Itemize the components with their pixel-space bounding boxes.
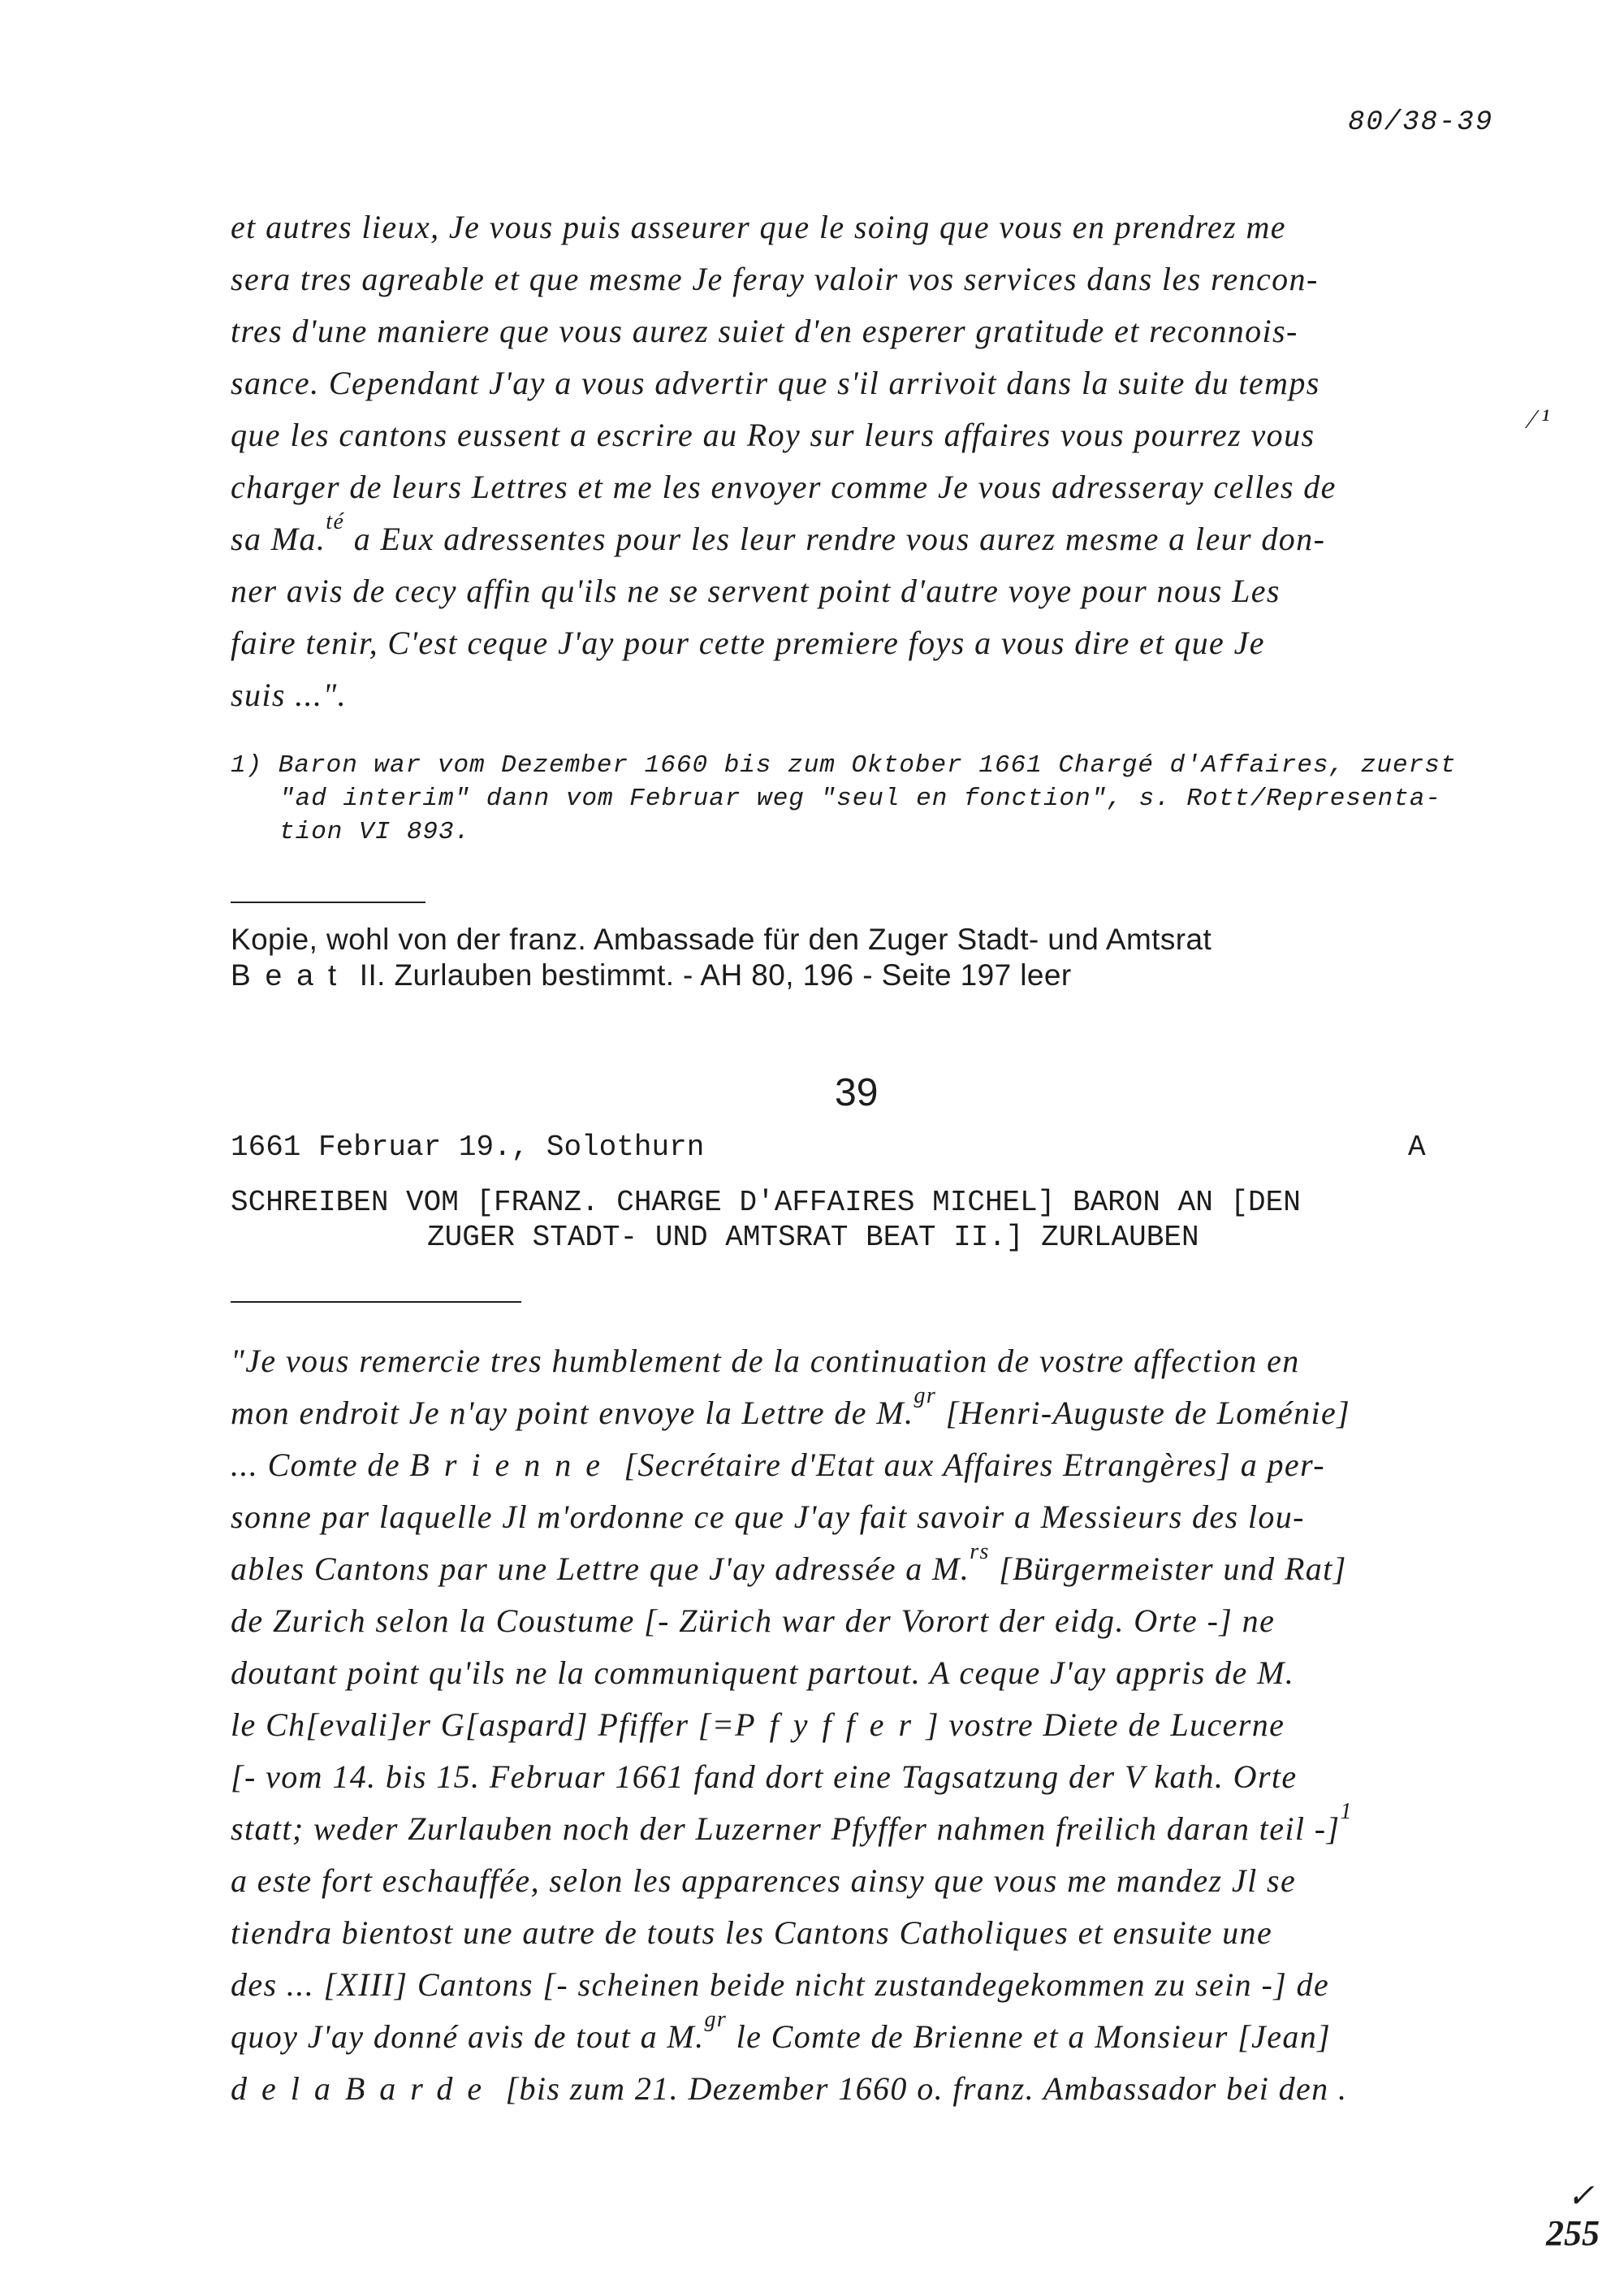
check-mark-icon: ✓	[1567, 2177, 1595, 2214]
source-line	[231, 958, 1072, 992]
spaced-name: Pfyffer	[735, 1706, 926, 1743]
text-line	[231, 1383, 1351, 1432]
footnote-marker: 1	[1340, 1799, 1353, 1824]
text-segment: le Comte de Brienne et a Monsieur [Jean]	[727, 2018, 1332, 2055]
text-line	[231, 509, 1326, 558]
text-segment: [bis zum 21. Dezember 1660 o. franz. Ambassador bei den .	[496, 2070, 1348, 2107]
text-line: charger de leurs Lettres et me les envoyer comme Je vous adresseray celles de	[231, 469, 1337, 505]
text-line: que les cantons eussent a escrire au Roy sur leurs affaires vous pourrez vous	[231, 417, 1315, 453]
document-date-place: 1661 Februar 19., Solothurn	[231, 1131, 705, 1164]
margin-mark: ⁄ ¹	[1530, 404, 1550, 435]
text-segment: [Secrétaire d'Etat aux Affaires Etrangères] a per-	[615, 1447, 1325, 1483]
footnote-line: tion VI 893.	[279, 818, 471, 846]
text-line: tiendra bientost une autre de touts les Cantons Catholiques et ensuite une	[231, 1914, 1273, 1951]
document-type-letter: A	[1408, 1131, 1426, 1164]
superscript: gr	[914, 1383, 937, 1408]
text-segment: [Bürgermeister und Rat]	[989, 1550, 1347, 1587]
text-line: sonne par laquelle Jl m'ordonne ce que J'ay fait savoir a Messieurs des lou-	[231, 1498, 1305, 1535]
footnote-line: "ad interim" dann vom Februar weg "seul en fonction", s. Rott/Representa-	[279, 785, 1442, 813]
text-segment: [Henri-Auguste de Loménie]	[936, 1395, 1351, 1431]
superscript: rs	[970, 1539, 990, 1564]
divider	[231, 902, 425, 903]
text-line: sera tres agreable et que mesme Je feray valoir vos services dans les rencon-	[231, 261, 1319, 297]
text-line: des ... [XIII] Cantons [- scheinen beide nicht zustandegekommen zu sein -] de	[231, 1966, 1330, 2003]
text-segment: ] vostre Diete de Lucerne	[926, 1706, 1285, 1743]
text-line: ner avis de cecy affin qu'ils ne se servent point d'autre voye pour nous Les	[231, 573, 1281, 609]
text-line: sance. Cependant J'ay a vous advertir que s'il arrivoit dans la suite du temps	[231, 365, 1320, 401]
text-line	[231, 1446, 1325, 1484]
text-line	[231, 1799, 1353, 1848]
source-line: Kopie, wohl von der franz. Ambassade für den Zuger Stadt- und Amtsrat	[231, 923, 1212, 956]
text-line: et autres lieux, Je vous puis asseurer que le soing que vous en prendrez me	[231, 209, 1286, 245]
superscript: té	[326, 509, 345, 534]
text-line: "Je vous remercie tres humblement de la continuation de vostre affection en	[231, 1343, 1300, 1379]
document-title-line: SCHREIBEN VOM [FRANZ. CHARGE D'AFFAIRES MICHEL] BARON AN [DEN	[231, 1186, 1301, 1219]
text-line: tres d'une maniere que vous aurez suiet d'en esperer gratitude et reconnois-	[231, 313, 1298, 349]
document-title-line: ZUGER STADT- UND AMTSRAT BEAT II.] ZURLAUBEN	[427, 1221, 1199, 1254]
text-line: doutant point qu'ils ne la communiquent partout. A ceque J'ay appris de M.	[231, 1654, 1295, 1691]
page-reference: 80/38-39	[1348, 107, 1494, 138]
spaced-name: delaBarde	[231, 2070, 497, 2107]
text-line	[231, 2007, 1332, 2056]
text-line: faire tenir, C'est ceque J'ay pour cette premiere foys a vous dire et que Je	[231, 625, 1265, 661]
spaced-name: Beat	[231, 958, 352, 992]
footnote-line: 1) Baron war vom Dezember 1660 bis zum Oktober 1661 Chargé d'Affaires, zuerst	[231, 751, 1457, 780]
text-line: de Zurich selon la Coustume [- Zürich war der Vorort der eidg. Orte -] ne	[231, 1602, 1276, 1639]
text-line: a este fort eschauffée, selon les apparences ainsy que vous me mandez Jl se	[231, 1862, 1297, 1899]
text-segment: sa Ma.	[231, 521, 326, 557]
text-segment: II. Zurlauben bestimmt. - AH 80, 196 - Seite 197 leer	[351, 958, 1072, 992]
text-segment: statt; weder Zurlauben noch der Luzerner Pfyffer nahmen freilich daran teil -]	[231, 1810, 1341, 1847]
text-line: suis ...".	[231, 677, 348, 713]
spaced-name: Brienne	[409, 1447, 615, 1483]
text-segment: quoy J'ay donné avis de tout a M.	[231, 2018, 705, 2055]
text-segment: le Ch[evali]er G[aspard] Pfiffer [=	[231, 1706, 736, 1743]
text-line: [- vom 14. bis 15. Februar 1661 fand dort eine Tagsatzung der V kath. Orte	[231, 1758, 1298, 1795]
divider	[231, 1301, 521, 1303]
text-segment: ... Comte de	[231, 1447, 410, 1483]
text-line	[231, 1539, 1347, 1588]
text-line	[231, 2069, 1347, 2108]
text-segment: a Eux adressentes pour les leur rendre vous aurez mesme a leur don-	[344, 521, 1326, 557]
text-segment: ables Cantons par une Lettre que J'ay adressée a M.	[231, 1550, 970, 1587]
document-number: 39	[835, 1071, 879, 1114]
folio-number: 255	[1546, 2213, 1600, 2253]
text-line	[231, 1706, 1285, 1744]
superscript: gr	[704, 2007, 728, 2032]
text-segment: mon endroit Je n'ay point envoye la Lettre de M.	[231, 1395, 914, 1431]
